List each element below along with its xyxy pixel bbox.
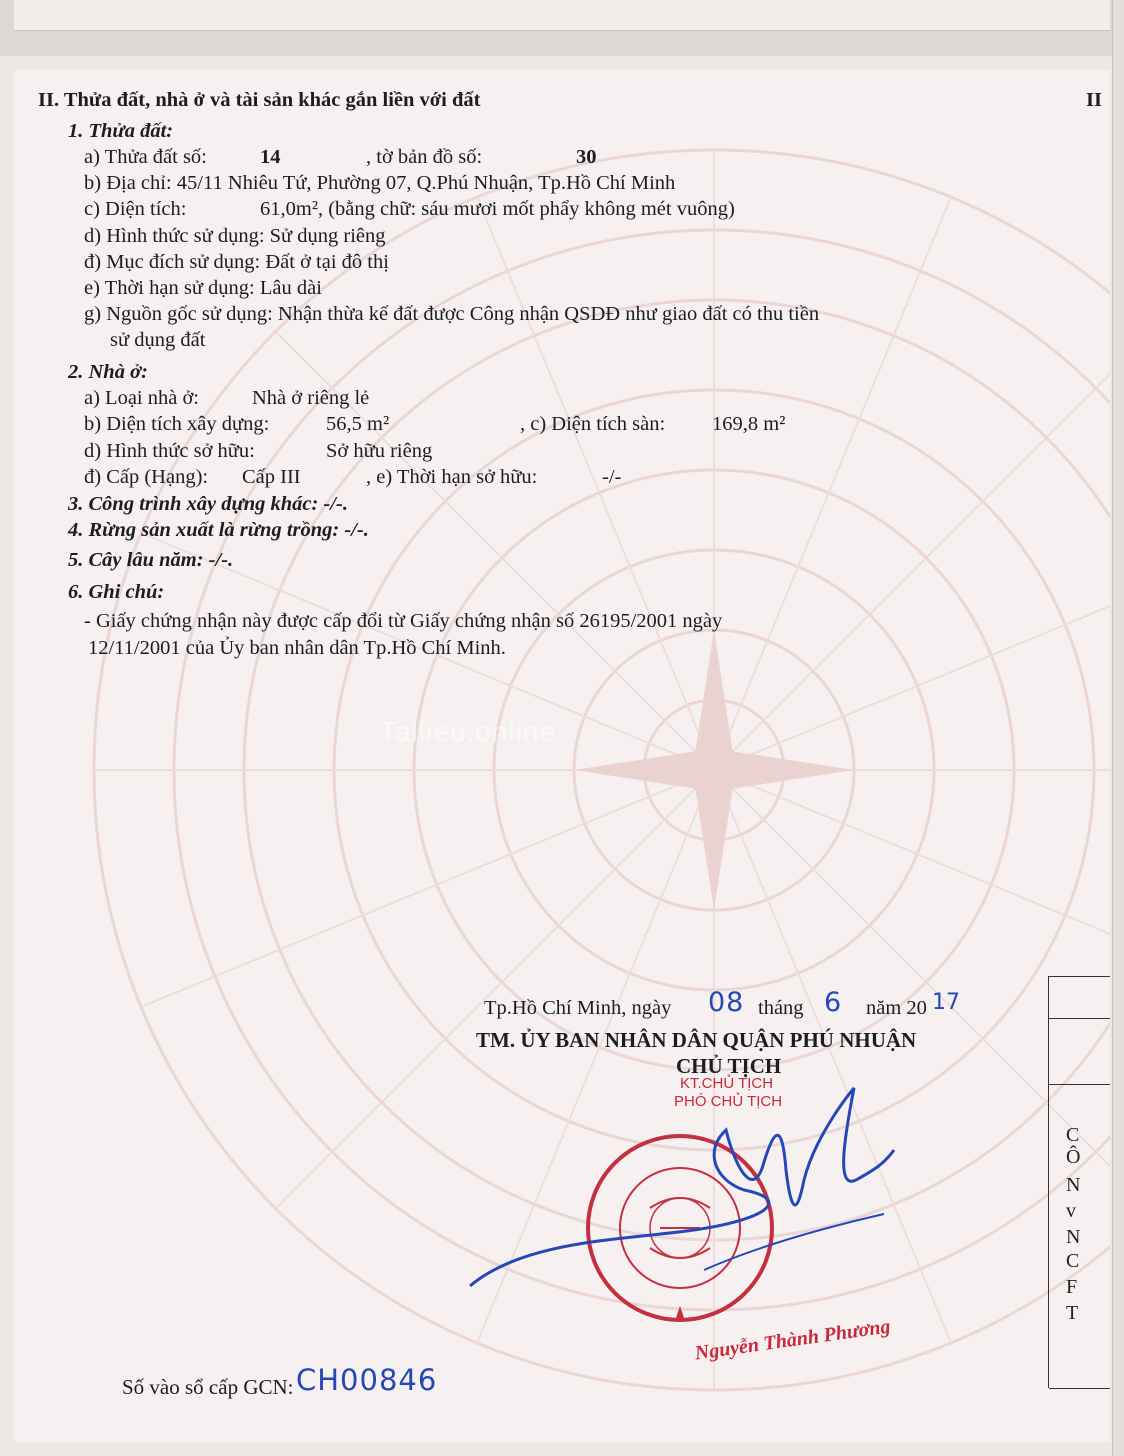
date-month: 6 bbox=[824, 987, 843, 1018]
grade-value: Cấp III bbox=[242, 466, 301, 488]
map-sheet-label: , tờ bản đồ số: bbox=[366, 146, 483, 168]
certificate-page bbox=[14, 70, 1110, 1442]
previous-page-strip bbox=[0, 0, 1124, 56]
side-letter: N bbox=[1066, 1226, 1081, 1248]
date-year: 17 bbox=[932, 990, 960, 1015]
month-label: tháng bbox=[758, 997, 804, 1019]
build-area-label: b) Diện tích xây dựng: bbox=[84, 413, 270, 435]
house-type-value: Nhà ở riêng lẻ bbox=[252, 387, 370, 409]
production-forest: 4. Rừng sản xuất là rừng trồng: -/-. bbox=[68, 519, 369, 541]
parcel-label: a) Thửa đất số: bbox=[84, 146, 207, 168]
register-number: CH00846 bbox=[296, 1363, 438, 1397]
house-heading: 2. Nhà ở: bbox=[68, 361, 148, 383]
side-letter: C bbox=[1066, 1250, 1080, 1272]
signer-name: Nguyễn Thành Phương bbox=[693, 1315, 892, 1365]
own-term-label: , e) Thời hạn sở hữu: bbox=[366, 466, 538, 488]
date-day: 08 bbox=[708, 987, 745, 1018]
page-edge bbox=[1112, 0, 1124, 1456]
side-letter: v bbox=[1066, 1200, 1076, 1222]
build-area-value: 56,5 m² bbox=[326, 413, 390, 435]
signature bbox=[464, 1080, 924, 1320]
watermark-text: Tailieu.online bbox=[380, 716, 556, 747]
year-label: năm 20 bbox=[866, 997, 927, 1019]
usage-form: d) Hình thức sử dụng: Sử dụng riêng bbox=[84, 225, 386, 247]
section-header: II. Thửa đất, nhà ở và tài sản khác gắn liền với đất bbox=[38, 89, 481, 111]
page-marker: II bbox=[1086, 89, 1102, 111]
side-letter: C bbox=[1066, 1124, 1080, 1146]
house-type-label: a) Loại nhà ở: bbox=[84, 387, 200, 409]
notes-line-1: - Giấy chứng nhận này được cấp đổi từ Giấy chứng nhận số 26195/2001 ngày bbox=[84, 610, 723, 632]
floor-area-value: 169,8 m² bbox=[712, 413, 786, 435]
usage-purpose: đ) Mục đích sử dụng: Đất ở tại đô thị bbox=[84, 251, 389, 273]
usage-origin-cont: sử dụng đất bbox=[110, 329, 206, 351]
date-prefix: Tp.Hồ Chí Minh, ngày bbox=[484, 997, 672, 1019]
side-letter: T bbox=[1066, 1302, 1079, 1324]
usage-term: e) Thời hạn sử dụng: Lâu dài bbox=[84, 277, 322, 299]
floor-area-label: , c) Diện tích sàn: bbox=[520, 413, 666, 435]
side-letter: Ô bbox=[1066, 1146, 1081, 1168]
ownership-label: d) Hình thức sở hữu: bbox=[84, 440, 255, 462]
stamp-deputy-line-2: PHÓ CHỦ TỊCH bbox=[674, 1093, 783, 1110]
notes-heading: 6. Ghi chú: bbox=[68, 581, 165, 603]
usage-origin: g) Nguồn gốc sử dụng: Nhận thừa kế đất được Công nhận QSDĐ như giao đất có thu tiền bbox=[84, 303, 820, 325]
grade-label: đ) Cấp (Hạng): bbox=[84, 466, 209, 488]
ownership-value: Sở hữu riêng bbox=[326, 440, 433, 462]
stamp-deputy-line-1: KT.CHỦ TỊCH bbox=[680, 1075, 774, 1092]
notes-line-2: 12/11/2001 của Ủy ban nhân dân Tp.Hồ Chí Minh. bbox=[88, 637, 506, 659]
register-label: Số vào sổ cấp GCN: bbox=[122, 1375, 294, 1399]
land-address: b) Địa chỉ: 45/11 Nhiêu Tứ, Phường 07, Q.Phú Nhuận, Tp.Hồ Chí Minh bbox=[84, 172, 676, 194]
map-sheet-number: 30 bbox=[576, 146, 597, 168]
perennial-trees: 5. Cây lâu năm: -/-. bbox=[68, 549, 234, 571]
land-area-label: c) Diện tích: bbox=[84, 198, 187, 220]
side-letter: F bbox=[1066, 1276, 1078, 1298]
land-heading: 1. Thửa đất: bbox=[68, 120, 174, 142]
own-term-value: -/- bbox=[602, 466, 622, 488]
issuing-authority: TM. ỦY BAN NHÂN DÂN QUẬN PHÚ NHUẬN bbox=[476, 1028, 917, 1052]
land-area-value: 61,0m², (bằng chữ: sáu mươi mốt phẩy không mét vuông) bbox=[260, 198, 735, 220]
parcel-number: 14 bbox=[260, 146, 281, 168]
chairman-title: CHỦ TỊCH bbox=[676, 1054, 782, 1078]
side-letter: N bbox=[1066, 1174, 1081, 1196]
other-works: 3. Công trình xây dựng khác: -/-. bbox=[68, 493, 348, 515]
